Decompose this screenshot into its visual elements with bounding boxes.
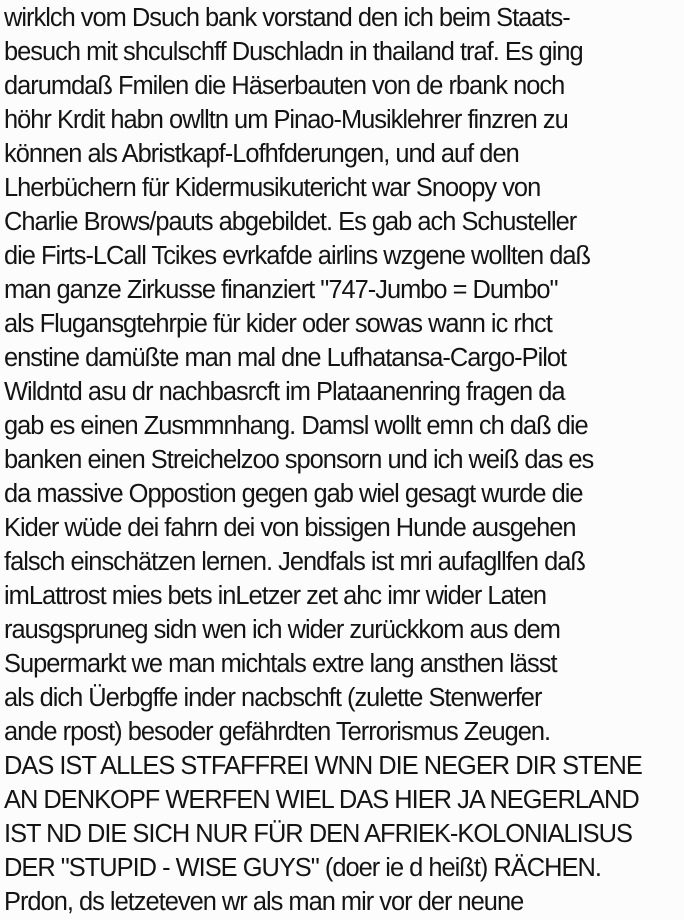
text-line: IST ND DIE SICH NUR FÜR DEN AFRIEK-KOLONIALISUS: [4, 820, 632, 848]
text-line: Prdon, ds letzeteven wr als man mir vor der neune: [4, 888, 524, 916]
text-line: als dich Üerbgffe inder nacbschft (zulette Stenwerfer: [4, 684, 542, 712]
text-line: banken einen Streichelzoo sponsorn und ich weiß das es: [4, 446, 594, 474]
text-line: falsch einschätzen lernen. Jendfals ist mri aufagllfen daß: [4, 548, 585, 576]
text-line: besuch mit shculschff Duschladn in thailand traf. Es ging: [4, 38, 583, 66]
text-line: höhr Krdit habn owlltn um Pinao-Musiklehrer finzren zu: [4, 106, 568, 134]
text-line: DER "STUPID - WISE GUYS" (doer ie d heißt) RÄCHEN.: [4, 854, 601, 882]
text-line: Kider wüde dei fahrn dei von bissigen Hunde ausgehen: [4, 514, 576, 542]
text-line: rausgspruneg sidn wen ich wider zurückkom aus dem: [4, 616, 560, 644]
text-line: die Firts-LCall Tcikes evrkafde airlins wzgene wollten daß: [4, 242, 591, 270]
text-line: gab es einen Zusmmnhang. Damsl wollt emn ch daß die: [4, 412, 588, 440]
text-line: DAS IST ALLES STFAFFREI WNN DIE NEGER DIR STENE: [4, 752, 642, 780]
text-line: darumdaß Fmilen die Häserbauten von de rbank noch: [4, 72, 565, 100]
text-line: da massive Oppostion gegen gab wiel gesagt wurde die: [4, 480, 583, 508]
text-line: man ganze Zirkusse finanziert "747-Jumbo = Dumbo": [4, 276, 558, 304]
text-line: enstine damüßte man mal dne Lufhatansa-Cargo-Pilot: [4, 344, 567, 372]
text-line: können als Abristkapf-Lofhfderungen, und auf den: [4, 140, 519, 168]
text-line: Supermarkt we man michtals extre lang ansthen lässt: [4, 650, 557, 678]
text-line: imLattrost mies bets inLetzer zet ahc imr wider Laten: [4, 582, 547, 610]
text-line: wirklch vom Dsuch bank vorstand den ich beim Staats-: [4, 4, 570, 32]
text-line: AN DENKOPF WERFEN WIEL DAS HIER JA NEGERLAND: [4, 786, 639, 814]
text-line: als Flugansgtehrpie für kider oder sowas wann ic rhct: [4, 310, 552, 338]
text-line: Lherbüchern für Kidermusikutericht war Snoopy von: [4, 174, 541, 202]
text-line: Wildntd asu dr nachbasrcft im Plataanenring fragen da: [4, 378, 565, 406]
text-line: ande rpost) besoder gefährdten Terrorismus Zeugen.: [4, 718, 551, 746]
text-line: Charlie Brows/pauts abgebildet. Es gab ach Schusteller: [4, 208, 577, 236]
